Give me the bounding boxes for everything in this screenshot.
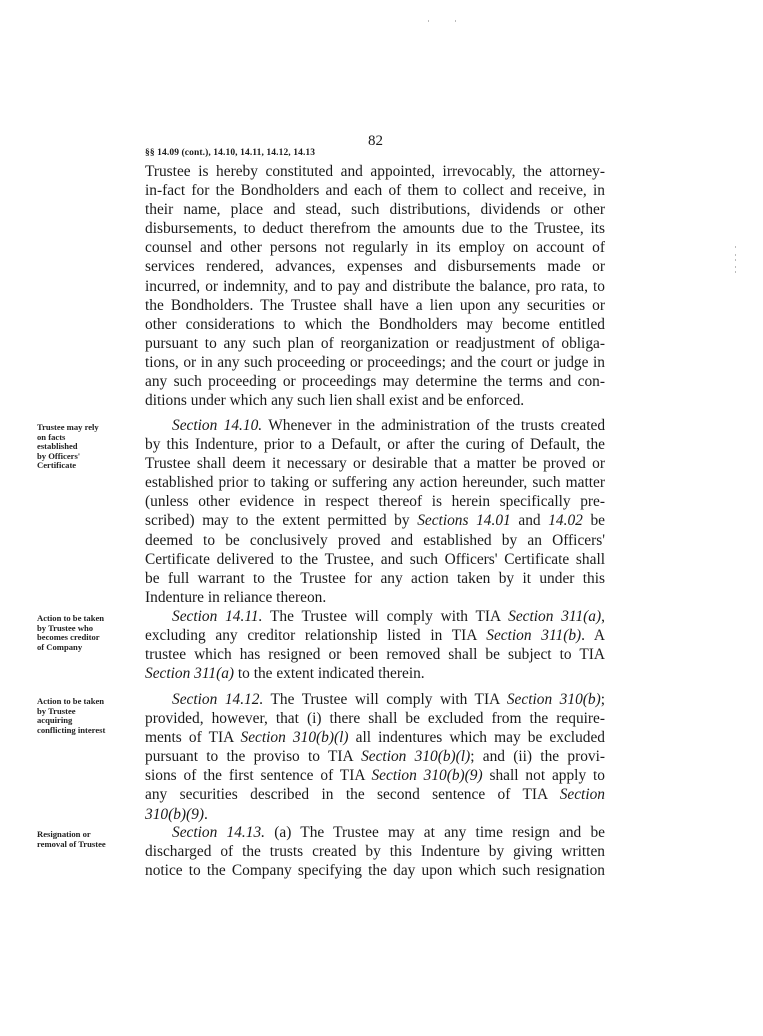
text-line: the Bondholders. The Trustee shall have a lien upon any securities or: [145, 296, 605, 314]
section-reference: Section 311(a): [145, 665, 235, 683]
text-run: excluding any creditor relationship listed in TIA: [145, 627, 487, 645]
margin-note-14-13: [37, 830, 129, 849]
text-run: notice to the Company specifying the day upon which such resignation: [145, 862, 605, 880]
section-reference: 14.02: [548, 512, 583, 530]
text-run: trustee which has resigned or been removed shall be subject to TIA: [145, 646, 605, 664]
text-run: discharged of the trusts created by this Indenture by giving written: [145, 843, 605, 861]
text-run: pursuant to the proviso to TIA: [145, 748, 362, 766]
text-run: sions of the first sentence of TIA: [145, 767, 372, 785]
margin-note-line: removal of Trustee: [37, 838, 106, 849]
text-run: The Trustee will comply with TIA: [262, 608, 509, 625]
margin-note-line: on facts: [37, 431, 66, 442]
text-line: [145, 531, 605, 550]
text-run: ,: [601, 608, 605, 625]
text-line: incurred, or indemnity, and to pay and distribute the balance, pro rata, to: [145, 277, 605, 295]
text-run: (a) The Trustee may at any time resign and be: [265, 824, 605, 841]
section-14-12: [145, 690, 605, 824]
margin-note-line: conflicting interest: [37, 724, 106, 735]
margin-note-line: Trustee may rely: [37, 422, 99, 432]
scan-mark: [735, 254, 736, 256]
text-line: [145, 861, 605, 880]
section-reference: Section 310(b)(l): [240, 729, 349, 747]
text-run: (unless other evidence in respect thereof is herein specifically pre-: [145, 493, 605, 511]
section-reference: Sections 14.01: [417, 512, 511, 530]
text-run: provided, however, that (i) there shall be excluded from the require-: [145, 710, 605, 728]
section-reference: Section: [559, 786, 605, 804]
margin-note-line: Action to be taken: [37, 696, 105, 706]
text-run: ;: [600, 691, 605, 708]
text-line: [145, 728, 605, 747]
text-line: Trustee is hereby constituted and appointed, irrevocably, the attorney-: [145, 163, 605, 180]
text-line: [145, 435, 605, 454]
text-line: [145, 416, 605, 435]
text-line: [145, 511, 605, 530]
text-line: [145, 842, 605, 861]
text-run: ments of TIA: [145, 729, 241, 747]
margin-note-line: established: [37, 441, 78, 452]
text-run: be: [582, 512, 605, 530]
margin-note-line: Certificate: [37, 460, 77, 471]
text-line: disbursements, to deduct therefrom the amounts due to the Trustee, its: [145, 220, 605, 238]
text-line: [145, 645, 605, 664]
text-run: Indenture in reliance thereon.: [145, 588, 327, 606]
section-reference: Section 311(a): [508, 608, 602, 625]
scan-mark: [735, 266, 736, 268]
text-line: [145, 664, 605, 683]
scan-mark: [735, 246, 736, 248]
text-line: ditions under which any such lien shall exist and be enforced.: [145, 392, 525, 410]
text-run: The Trustee will comply with TIA: [263, 691, 507, 708]
scan-mark: [735, 271, 736, 273]
text-line: [145, 747, 605, 766]
text-run: . A: [581, 627, 605, 645]
text-line: other considerations to which the Bondholders may become entitled: [145, 315, 605, 333]
text-line: [145, 473, 605, 492]
text-run: Certificate delivered to the Trustee, and such Officers' Certificate shall: [145, 550, 605, 568]
text-run: all indentures which may be excluded: [348, 729, 605, 747]
text-line: services rendered, advances, expenses and disbursements made or: [145, 258, 605, 276]
text-run: by this Indenture, prior to a Default, or after the curing of Default, the: [145, 436, 605, 454]
text-line: tions, or in any such proceeding or proceedings; and the court or judge in: [145, 353, 605, 371]
text-line: counsel and other persons not regularly in its employ on account of: [145, 239, 605, 257]
text-line: pursuant to any such plan of reorganization or readjustment of obliga-: [145, 334, 605, 352]
section-reference: Section 310(b)(9): [371, 767, 483, 785]
margin-note-14-12: [37, 697, 129, 735]
text-line: [145, 550, 605, 569]
text-line: in-fact for the Bondholders and each of them to collect and receive, in: [145, 182, 605, 200]
text-run: and: [510, 512, 549, 530]
section-heading: Section 14.13.: [172, 824, 266, 841]
text-line: their name, place and stead, such distributions, dividends or other: [145, 201, 605, 219]
text-run: any securities described in the second sentence of TIA: [145, 786, 560, 804]
section-heading: Section 14.10.: [172, 417, 263, 434]
text-line: [145, 588, 605, 607]
text-line: [145, 454, 605, 473]
text-run: be full warrant to the Trustee for any action taken by it under this: [145, 569, 605, 587]
margin-note-line: by Officers': [37, 450, 81, 461]
section-reference: 310(b)(9): [145, 805, 204, 823]
text-line: [145, 492, 605, 511]
text-run: to the extent indicated therein.: [234, 665, 425, 683]
text-line: any such proceeding or proceedings may determine the terms and con-: [145, 373, 605, 391]
text-line: [145, 805, 605, 824]
section-14-10: [145, 416, 605, 607]
text-line: [145, 709, 605, 728]
section-heading: Section 14.11.: [172, 608, 263, 625]
text-line: [145, 766, 605, 785]
section-reference: Section 310(b): [506, 691, 601, 708]
section-heading: Section 14.12.: [172, 691, 264, 708]
section-reference: Section 311(b): [486, 627, 582, 645]
text-run: deemed to be conclusively proved and established by an Officers': [145, 531, 605, 549]
margin-note-line: of Company: [37, 641, 83, 652]
text-run: ; and (ii) the provi-: [470, 748, 605, 766]
margin-note-line: by Trustee who: [37, 622, 94, 633]
text-run: .: [203, 805, 208, 823]
section-14-13: [145, 823, 605, 880]
margin-note-line: becomes creditor: [37, 632, 100, 643]
margin-note-line: by Trustee: [37, 705, 76, 716]
running-head: §§ 14.09 (cont.), 14.10, 14.11, 14.12, 14.13: [145, 148, 316, 158]
text-run: established prior to taking or suffering any action hereunder, such matter: [145, 474, 605, 492]
margin-note-line: acquiring: [37, 715, 73, 726]
text-run: Whenever in the administration of the trusts created: [262, 417, 606, 434]
text-run: Trustee shall deem it necessary or desirable that a matter be proved or: [145, 455, 605, 473]
margin-note-line: Resignation or: [37, 829, 91, 839]
text-line: [145, 626, 605, 645]
text-line: [145, 569, 605, 588]
margin-note-14-10: [37, 423, 129, 471]
section-reference: Section 310(b)(l): [361, 748, 471, 766]
text-line: [145, 785, 605, 804]
page-number: 82: [368, 133, 383, 149]
text-line: [145, 607, 605, 626]
text-run: shall not apply to: [482, 767, 605, 785]
scan-mark: [735, 259, 736, 261]
text-run: scribed) may to the extent permitted by: [145, 512, 418, 530]
section-14-11: [145, 607, 605, 683]
margin-note-line: Action to be taken: [37, 613, 105, 623]
continuation-paragraph: [145, 162, 605, 410]
scan-mark: [428, 20, 429, 22]
text-line: [145, 690, 605, 709]
margin-note-14-11: [37, 614, 129, 652]
text-line: [145, 823, 605, 842]
scan-mark: [455, 20, 456, 22]
